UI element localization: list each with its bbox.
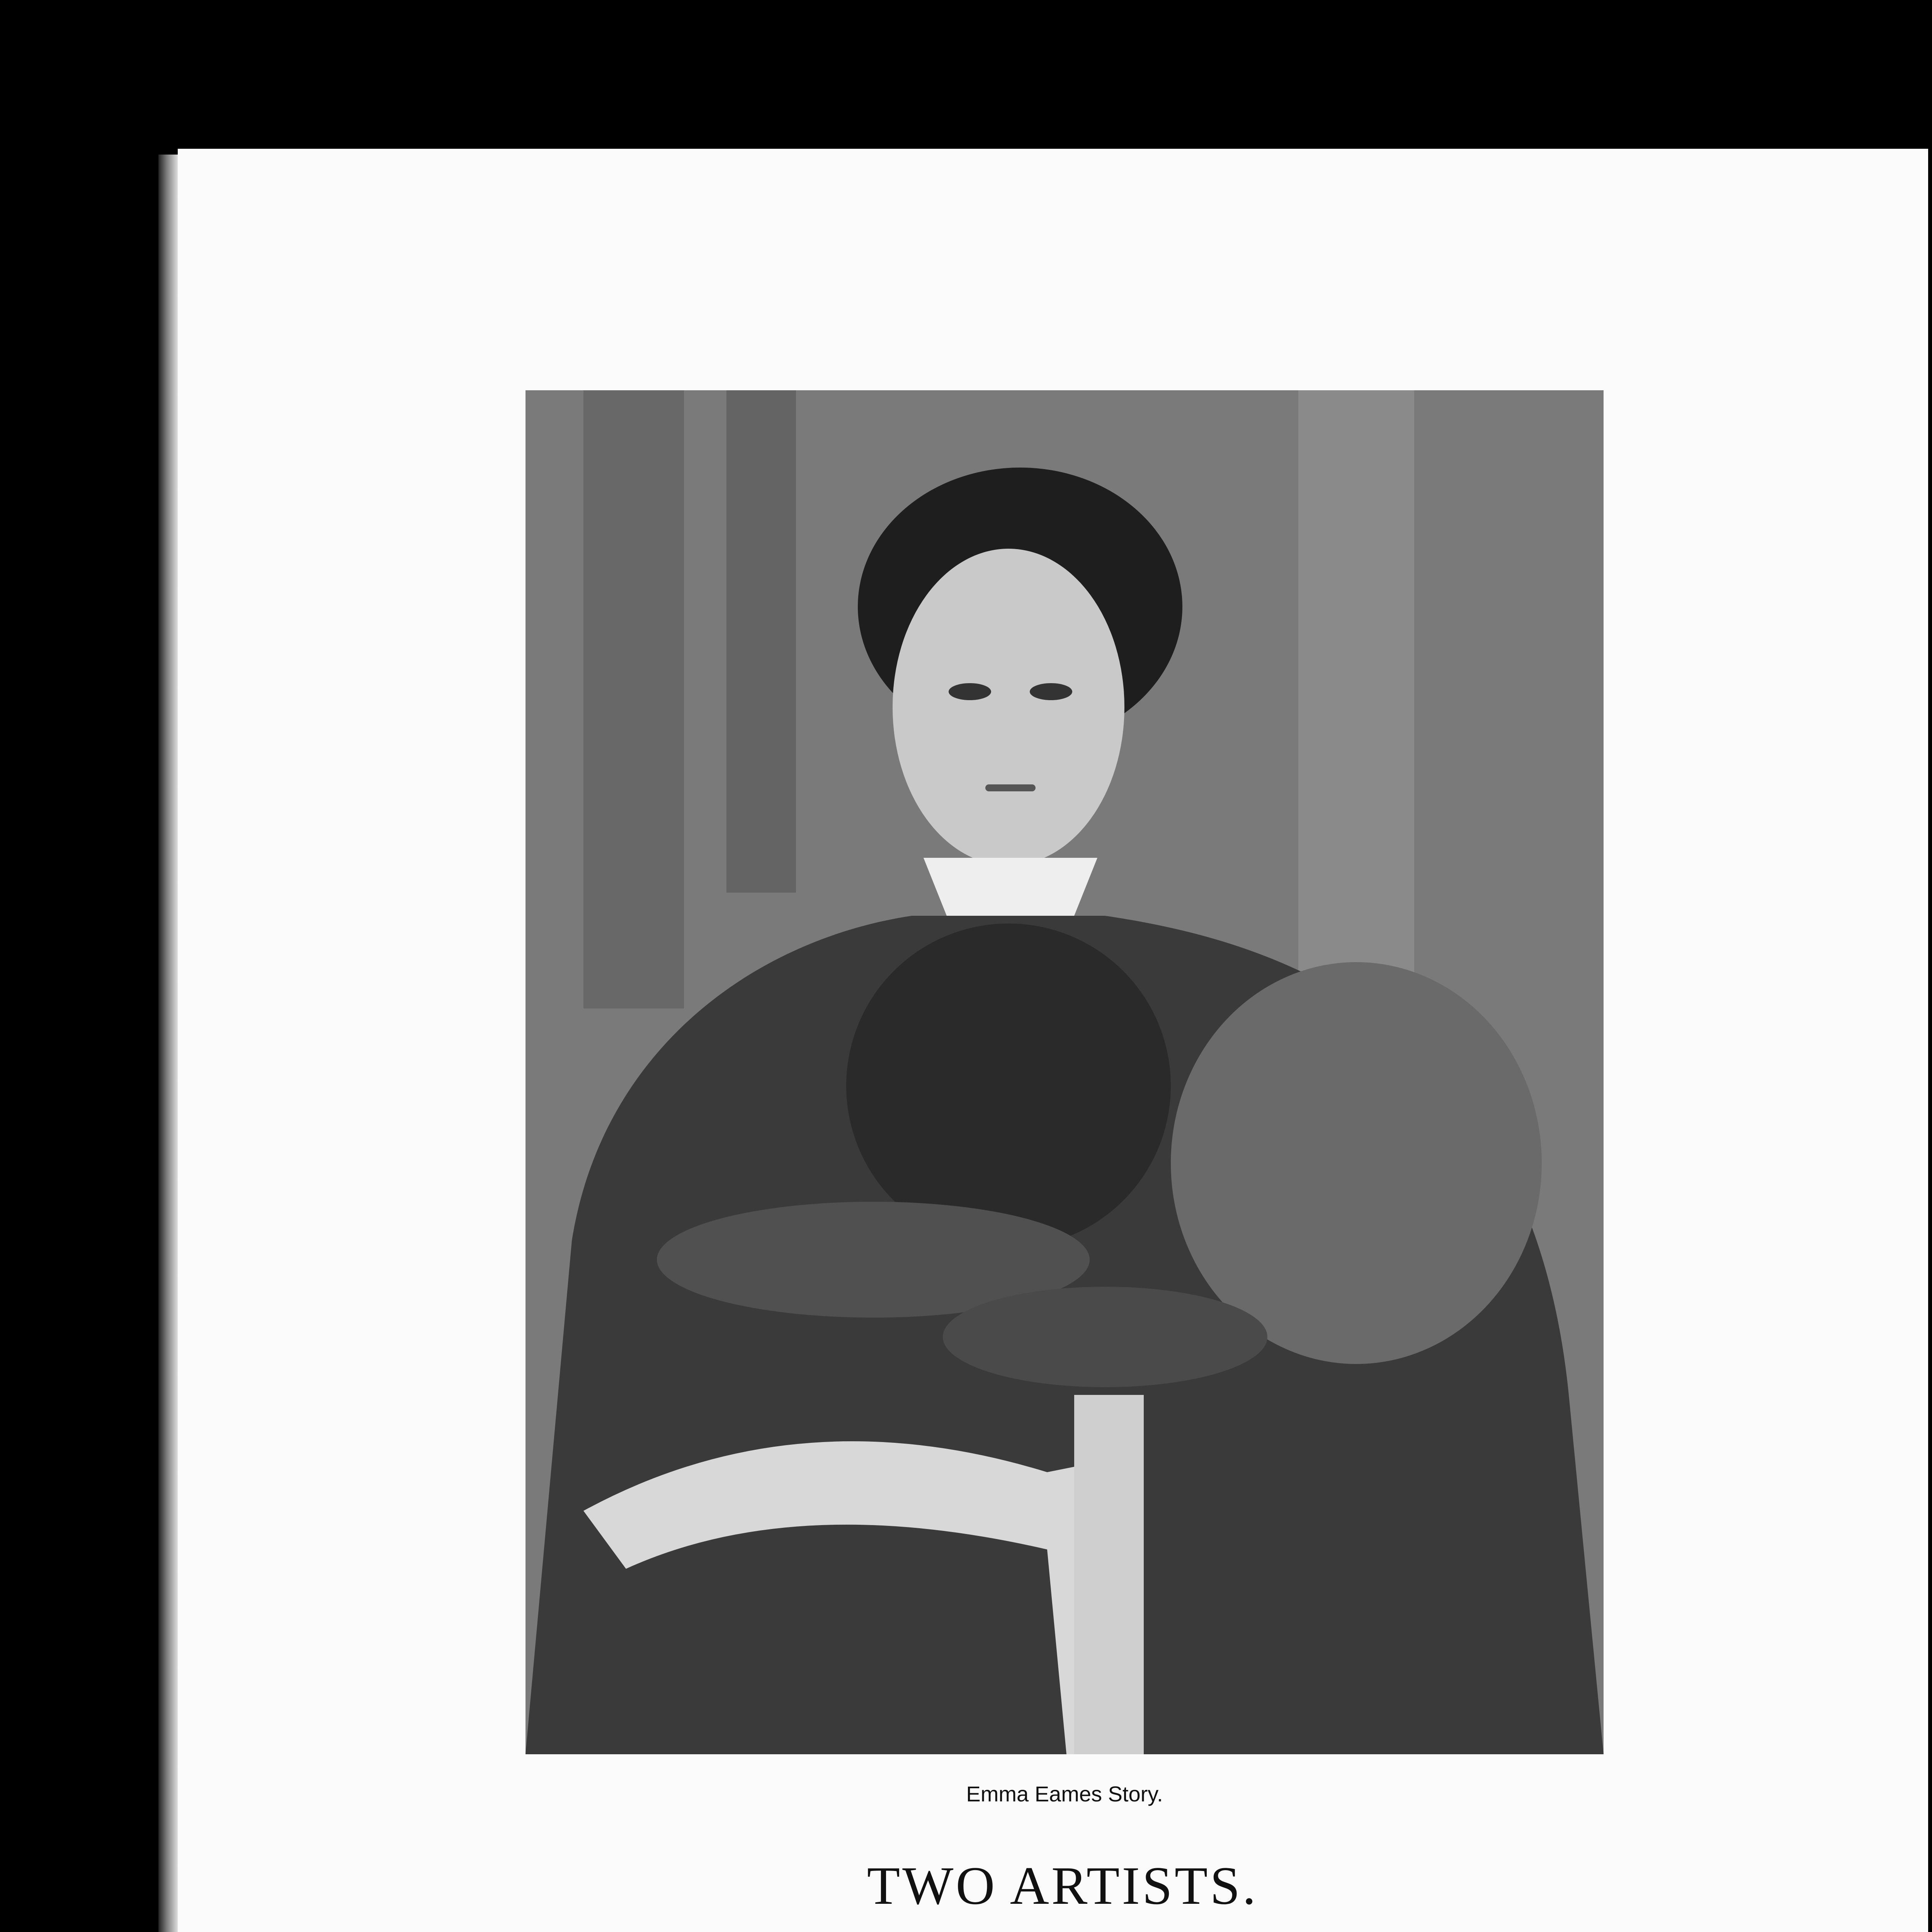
photo-caption: Emma Eames Story. bbox=[966, 1782, 1163, 1806]
portrait-photo bbox=[526, 390, 1604, 1754]
article-title: TWO ARTISTS. bbox=[867, 1856, 1259, 1916]
page-edge-left bbox=[158, 155, 178, 1932]
